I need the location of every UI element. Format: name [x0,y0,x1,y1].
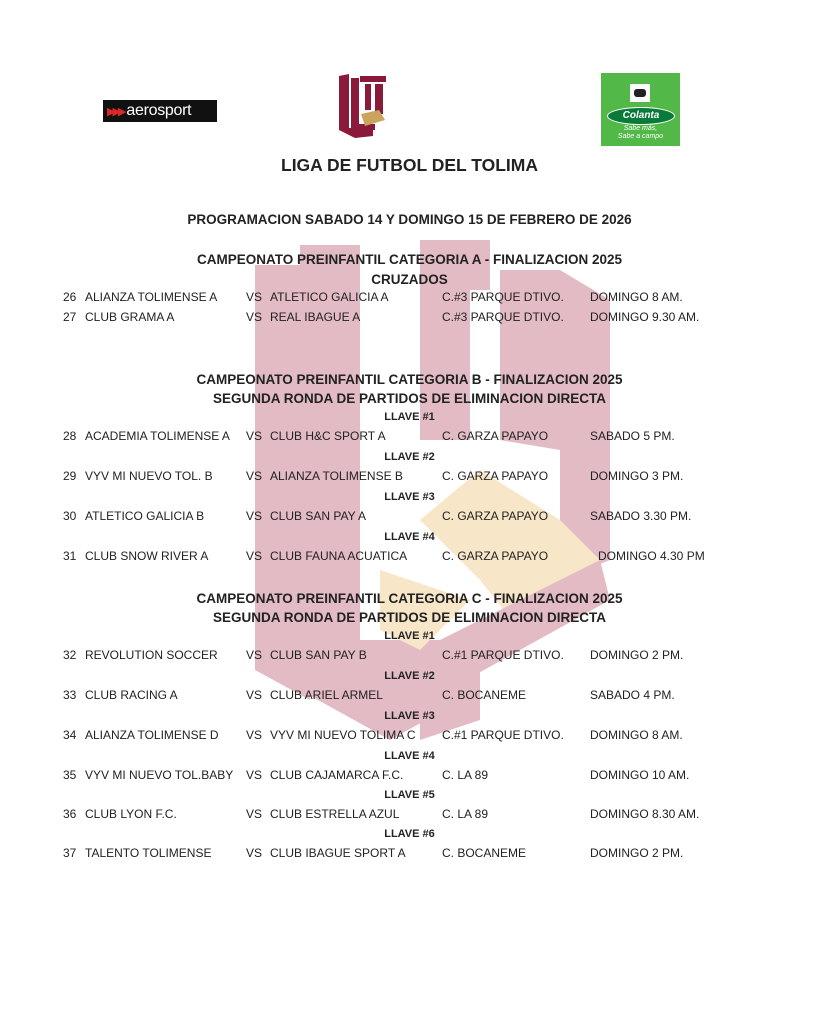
match-row [0,688,819,704]
match-time: DOMINGO 2 PM. [590,648,684,662]
match-row [0,469,819,485]
venue: C. LA 89 [442,768,489,782]
cow-icon [630,84,650,102]
vs-label: VS [246,688,263,702]
home-team: ALIANZA TOLIMENSE D [85,728,219,742]
match-time: DOMINGO 8 AM. [590,290,683,304]
venue: C.#3 PARQUE DTIVO. [442,310,564,324]
home-team: ATLETICO GALICIA B [85,509,205,523]
venue: C. GARZA PAPAYO [442,509,549,523]
llave-label: LLAVE #5 [384,789,435,801]
venue: C.#1 PARQUE DTIVO. [442,728,564,742]
section-subtitle: CRUZADOS [371,272,448,287]
home-team: ALIANZA TOLIMENSE A [85,290,218,304]
llave-label: LLAVE #2 [384,670,435,682]
match-time: SABADO 5 PM. [590,429,675,443]
colanta-logo [601,73,680,146]
away-team: CLUB SAN PAY B [270,648,367,662]
match-row [0,728,819,744]
aerosport-wordmark: aerosport [126,102,192,119]
vs-label: VS [246,290,263,304]
match-number: 35 [63,768,77,782]
colanta-wordmark: Colanta [607,107,675,125]
away-team: CLUB ESTRELLA AZUL [270,807,400,821]
away-team: ATLETICO GALICIA A [270,290,389,304]
home-team: CLUB GRAMA A [85,310,175,324]
vs-label: VS [246,846,263,860]
match-row [0,429,819,445]
home-team: CLUB SNOW RIVER A [85,549,209,563]
match-time: DOMINGO 10 AM. [590,768,690,782]
schedule-subtitle: PROGRAMACION SABADO 14 Y DOMINGO 15 DE FEBRERO DE 2026 [187,212,632,227]
vs-label: VS [246,429,263,443]
match-row [0,846,819,862]
match-row [0,807,819,823]
aerosport-logo [103,100,217,122]
vs-label: VS [246,310,263,324]
venue: C. BOCANEME [442,688,527,702]
section-title: CAMPEONATO PREINFANTIL CATEGORIA B - FINALIZACION 2025 [196,372,623,387]
llave-label: LLAVE #3 [384,710,435,722]
match-row [0,768,819,784]
match-row [0,310,819,326]
home-team: ACADEMIA TOLIMENSE A [85,429,230,443]
away-team: CLUB SAN PAY A [270,509,367,523]
llave-label: LLAVE #1 [384,630,435,642]
home-team: TALENTO TOLIMENSE [85,846,212,860]
match-number: 27 [63,310,77,324]
section-title: CAMPEONATO PREINFANTIL CATEGORIA C - FINALIZACION 2025 [196,591,623,606]
section-title: CAMPEONATO PREINFANTIL CATEGORIA A - FINALIZACION 2025 [196,252,623,267]
match-row [0,290,819,306]
away-team: REAL IBAGUE A [270,310,361,324]
llave-label: LLAVE #2 [384,451,435,463]
section-subtitle: SEGUNDA RONDA DE PARTIDOS DE ELIMINACION DIRECTA [212,391,606,406]
venue: C. GARZA PAPAYO [442,469,549,483]
home-team: VYV MI NUEVO TOL.BABY [85,768,234,782]
llave-label: LLAVE #6 [384,828,435,840]
match-number: 33 [63,688,77,702]
llave-label: LLAVE #4 [384,531,435,543]
match-time: DOMINGO 9.30 AM. [590,310,700,324]
away-team: CLUB FAUNA ACUATICA [270,549,408,563]
match-row [0,549,819,565]
match-number: 36 [63,807,77,821]
venue: C. BOCANEME [442,846,527,860]
match-time: DOMINGO 3 PM. [590,469,684,483]
home-team: CLUB LYON F.C. [85,807,177,821]
vs-label: VS [246,768,263,782]
match-row [0,648,819,664]
away-team: ALIANZA TOLIMENSE B [270,469,403,483]
match-row [0,509,819,525]
vs-label: VS [246,509,263,523]
match-number: 31 [63,549,77,563]
home-team: CLUB RACING A [85,688,178,702]
match-number: 30 [63,509,77,523]
llave-label: LLAVE #3 [384,491,435,503]
match-number: 32 [63,648,77,662]
venue: C.#1 PARQUE DTIVO. [442,648,564,662]
away-team: VYV MI NUEVO TOLIMA C [270,728,416,742]
colanta-tagline: Sabe más, Sabe a campo [617,125,664,140]
away-team: CLUB H&C SPORT A [270,429,386,443]
away-team: CLUB CAJAMARCA F.C. [270,768,404,782]
vs-label: VS [246,469,263,483]
match-number: 26 [63,290,77,304]
league-logo [335,70,391,140]
vs-label: VS [246,728,263,742]
venue: C.#3 PARQUE DTIVO. [442,290,564,304]
venue: C. GARZA PAPAYO [442,429,549,443]
vs-label: VS [246,549,263,563]
vs-label: VS [246,648,263,662]
match-time: SABADO 4 PM. [590,688,675,702]
match-number: 37 [63,846,77,860]
llave-label: LLAVE #1 [384,411,435,423]
play-arrows-icon: ▶▶▶ [107,106,124,118]
home-team: REVOLUTION SOCCER [85,648,218,662]
away-team: CLUB ARIEL ARMEL [270,688,383,702]
match-number: 29 [63,469,77,483]
match-number: 34 [63,728,77,742]
away-team: CLUB IBAGUE SPORT A [270,846,406,860]
match-time: DOMINGO 8.30 AM. [590,807,700,821]
section-subtitle: SEGUNDA RONDA DE PARTIDOS DE ELIMINACION DIRECTA [212,610,606,625]
venue: C. LA 89 [442,807,489,821]
page-title: LIGA DE FUTBOL DEL TOLIMA [281,155,538,175]
match-time: SABADO 3.30 PM. [590,509,692,523]
match-time: DOMINGO 8 AM. [590,728,683,742]
match-time: DOMINGO 2 PM. [590,846,684,860]
home-team: VYV MI NUEVO TOL. B [85,469,213,483]
match-time: DOMINGO 4.30 PM [598,549,705,563]
vs-label: VS [246,807,263,821]
venue: C. GARZA PAPAYO [442,549,549,563]
match-number: 28 [63,429,77,443]
llave-label: LLAVE #4 [384,750,435,762]
